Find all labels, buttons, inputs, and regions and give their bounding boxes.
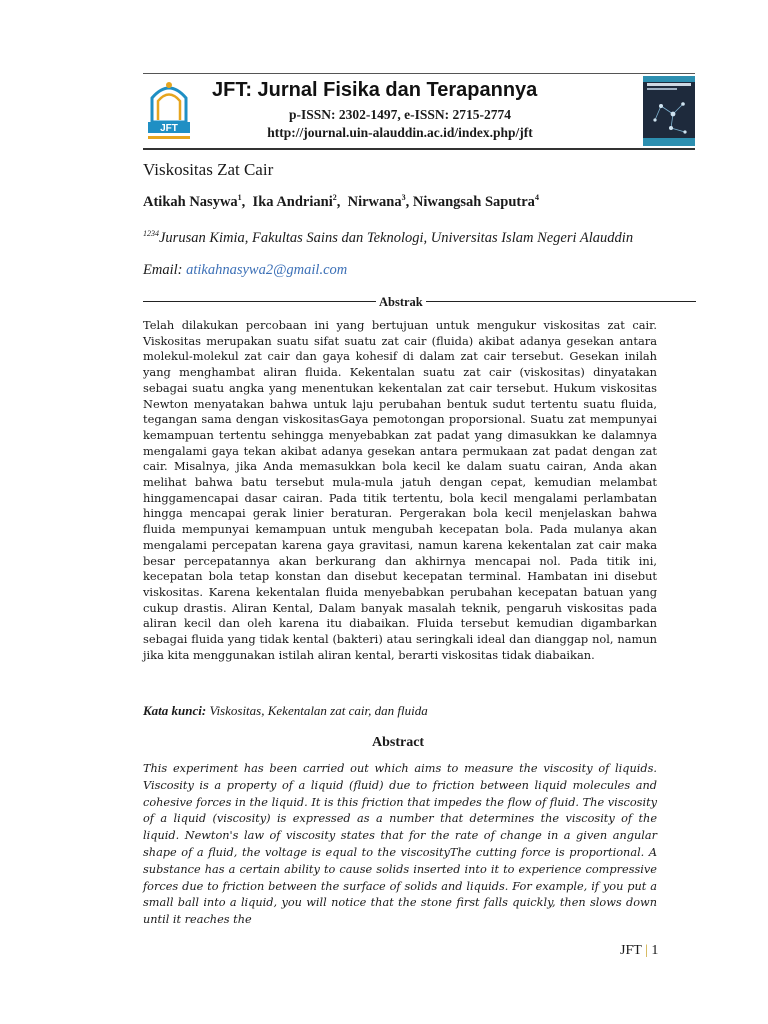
- abstract-body: This experiment has been carried out which aims to measure the viscosity of liquids. Viscosity is a property of a liquid (fluid) due to friction between liquid molecules and cohesive forces in the liquid. It is this friction that impedes the flow of fluid. The viscosity of a liquid (viscosity) is expressed as a number that determines the viscosity of the liquid. Newton's law of viscosity states that for the rate of change in a given angular shape of a fluid, the voltage is equal to the viscosityThe cutting force is proportional. A substance has a certain ability to cause solids inserted into it to experience compressive forces due to friction between the surface of solids and liquids. For example, if you put a small ball into a liquid, you will notice that the stone first falls quickly, then slows down until it reaches the: [143, 762, 657, 927]
- author-name: Atikah Nasywa: [143, 194, 238, 210]
- footer-separator: |: [645, 943, 648, 958]
- author-name: Niwangsah Saputra: [412, 194, 535, 210]
- journal-title: JFT: Jurnal Fisika dan Terapannya: [212, 79, 538, 101]
- journal-logo: [144, 76, 194, 144]
- journal-issn: p-ISSN: 2302-1497, e-ISSN: 2715-2774: [288, 107, 511, 122]
- page-number: 1: [651, 943, 659, 958]
- author-list: Atikah Nasywa$^1$, Ika Andriani$^2$, Nirwana$^3$, Niwangsah Saputra$^4$: [143, 193, 539, 210]
- page-footer: [620, 943, 658, 959]
- author-sup: 3: [401, 193, 406, 202]
- author-sup: 1: [237, 193, 242, 202]
- email-link[interactable]: atikahnasywa2@gmail.com: [186, 262, 348, 278]
- author-name: Ika Andriani: [252, 194, 333, 210]
- header-top-rule: [143, 73, 695, 74]
- author-sup: 2: [332, 193, 337, 202]
- author-sup: 4: [534, 193, 539, 202]
- abstrak-heading: Abstrak: [376, 295, 426, 310]
- email-line: [143, 262, 347, 279]
- affiliation-sup: 1234: [143, 229, 159, 238]
- keywords-line: [143, 703, 428, 719]
- affiliation: [143, 229, 633, 247]
- header-bottom-rule: [143, 148, 695, 150]
- keywords-label: Kata kunci:: [143, 703, 207, 718]
- footer-journal: JFT: [620, 943, 642, 958]
- abstrak-body: Telah dilakukan percobaan ini yang bertujuan untuk mengukur viskositas zat cair. Viskositas merupakan suatu sifat suatu zat cair (fluida) akibat adanya gesekan antara molekul-molekul zat cair dan gaya kohesif di dalam zat cair tersebut. Gesekan inilah yang menghambat aliran fluida. Kekentalan suatu zat cair (viskositas) dinyatakan sebagai suatu angka yang menentukan kekentalan zat cair tersebut. Hukum viskositas Newton menyatakan bahwa untuk laju perubahan bentuk sudut tertentu suatu fluida, tegangan sama dengan viskositasGaya pemotongan proporsional. Suatu zat mempunyai kemampuan tertentu sehingga menyebabkan zat padat yang dimasukkan ke dalamnya mengalami gaya tekan akibat adanya gesekan antara permukaan zat padat dengan zat cair. Misalnya, jika Anda memasukkan bola kecil ke dalam suatu cairan, Anda akan melihat bahwa batu tersebut mula-mula jatuh dengan cepat, kemudian melambat hinggamencapai dasar cairan. Pada titik tertentu, bola kecil mengalami perlambatan hingga mencapai gerak linier beraturan. Pergerakan bola kecil menjelaskan bahwa fluida mempunyai kemampuan untuk mengubah kecepatan bola. Pada mulanya akan mengalami percepatan karena gaya gravitasi, namun karena kekentalan zat cair maka besar percepatannya akan berkurang dan akhirnya mencapai nol. Pada titik ini, kecepatan bola tetap konstan dan disebut kecepatan terminal. Hambatan ini disebut viskositas. Karena kekentalan fluida menyebabkan perubahan kecepatan batuan yang cukup drastis. Aliran Kental, Dalam banyak masalah teknik, pengaruh viskositas pada aliran kecil dan oleh karena itu diabaikan. Fluida tersebut kemudian digambarkan sebagai fluida yang tidak kental (bakteri) atau seringkali ideal dan dianggap nol, namun jika kita menggunakan istilah aliran kental, berarti viskositas tidak diabaikan.: [143, 318, 657, 662]
- keywords-text: Viskositas, Kekentalan zat cair, dan fluida: [209, 703, 428, 718]
- abstract-heading: Abstract: [372, 735, 425, 750]
- author-name: Nirwana: [347, 194, 402, 210]
- journal-url[interactable]: http://journal.uin-alauddin.ac.id/index.php/jft: [267, 125, 533, 140]
- email-label: Email:: [143, 262, 183, 278]
- affiliation-text: Jurusan Kimia, Fakultas Sains dan Teknologi, Universitas Islam Negeri Alauddin: [159, 230, 634, 246]
- paper-title: Viskositas Zat Cair: [143, 160, 274, 179]
- svg-text:JFT: JFT: [160, 123, 178, 134]
- cover-bottom-band: [643, 138, 695, 146]
- journal-cover-thumbnail: [643, 76, 695, 146]
